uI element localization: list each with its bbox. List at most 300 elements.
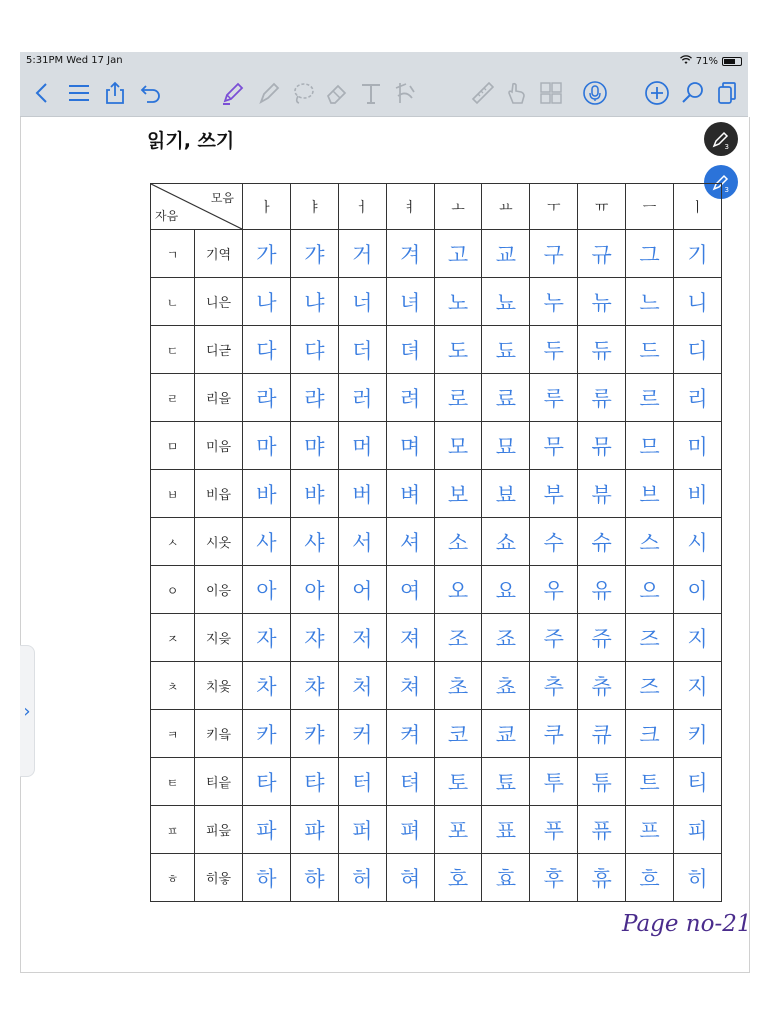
table-corner (151, 184, 243, 230)
syllable-cell[interactable] (243, 566, 291, 614)
handwritten-syllable: 뮤 (591, 434, 612, 459)
syllable-cell[interactable] (290, 374, 338, 422)
share-icon[interactable] (100, 78, 130, 108)
pen-preset-count: 3 (724, 143, 729, 151)
consonant-name-cell (195, 230, 243, 278)
syllable-cell[interactable] (482, 758, 530, 806)
syllable-cell[interactable] (338, 614, 386, 662)
syllable-cell[interactable] (338, 230, 386, 278)
syllable-cell[interactable] (626, 326, 674, 374)
handwritten-syllable: 즈 (639, 674, 660, 699)
handwritten-syllable: 조 (447, 626, 469, 651)
syllable-cell[interactable] (674, 422, 722, 470)
syllable-cell[interactable] (386, 374, 434, 422)
table-row (151, 758, 722, 806)
syllable-cell[interactable] (578, 566, 626, 614)
syllable-cell[interactable] (530, 230, 578, 278)
vowel-header-cell (674, 184, 722, 230)
handwritten-syllable: 죠 (495, 626, 517, 651)
handwritten-syllable: 퍼 (352, 818, 373, 843)
handwritten-syllable: 쥬 (591, 626, 612, 651)
ruler-icon[interactable] (468, 78, 498, 108)
syllable-cell[interactable] (674, 518, 722, 566)
consonant-name: 이응 (205, 584, 232, 599)
handwritten-syllable: 뎌 (399, 338, 421, 363)
syllable-cell[interactable] (674, 374, 722, 422)
syllable-cell[interactable] (578, 278, 626, 326)
consonant-name: 미음 (205, 440, 232, 455)
table-row (151, 470, 722, 518)
syllable-cell[interactable] (578, 374, 626, 422)
consonant-cell (151, 278, 195, 326)
consonant-label: ㅁ (166, 440, 179, 454)
syllable-cell[interactable] (338, 374, 386, 422)
syllable-cell[interactable] (530, 374, 578, 422)
syllable-cell[interactable] (290, 662, 338, 710)
consonant-cell (151, 326, 195, 374)
handwritten-syllable: 커 (352, 722, 373, 747)
syllable-cell[interactable] (530, 518, 578, 566)
pen-preset-button-black[interactable] (704, 122, 738, 156)
consonant-cell (151, 422, 195, 470)
syllable-cell[interactable] (578, 854, 626, 902)
syllable-cell[interactable] (626, 278, 674, 326)
consonant-name: 시옷 (205, 536, 232, 551)
pen-preset-count: 3 (724, 186, 729, 194)
syllable-cell[interactable] (530, 326, 578, 374)
handwritten-syllable: 챠 (304, 674, 325, 699)
consonant-cell (151, 854, 195, 902)
consonant-name: 티읕 (205, 776, 232, 791)
handwritten-syllable: 져 (399, 626, 421, 651)
syllable-cell[interactable] (482, 230, 530, 278)
handwritten-syllable: 툐 (495, 770, 517, 795)
syllable-cell[interactable] (626, 710, 674, 758)
syllable-cell[interactable] (243, 470, 291, 518)
handwritten-syllable: 뵤 (495, 482, 517, 507)
syllable-cell[interactable] (386, 758, 434, 806)
syllable-cell[interactable] (434, 566, 482, 614)
syllable-cell[interactable] (386, 614, 434, 662)
syllable-cell[interactable] (530, 662, 578, 710)
syllable-cell[interactable] (530, 758, 578, 806)
syllable-cell[interactable] (482, 518, 530, 566)
text-icon[interactable] (356, 78, 386, 108)
syllable-cell[interactable] (674, 278, 722, 326)
eraser-icon[interactable] (322, 78, 352, 108)
handwritten-syllable: 아 (256, 578, 277, 603)
handwritten-syllable: 토 (447, 770, 469, 795)
handwritten-syllable: 시 (687, 530, 708, 555)
syllable-cell[interactable] (434, 422, 482, 470)
toolbar (20, 70, 748, 117)
syllable-cell[interactable] (386, 806, 434, 854)
handwritten-syllable: 러 (352, 386, 373, 411)
handwritten-syllable: 허 (352, 866, 373, 891)
syllable-cell[interactable] (386, 854, 434, 902)
syllable-cell[interactable] (578, 326, 626, 374)
handwritten-syllable: 기 (687, 242, 708, 267)
syllable-cell[interactable] (482, 374, 530, 422)
syllable-cell[interactable] (626, 854, 674, 902)
syllable-cell[interactable] (434, 854, 482, 902)
handwritten-syllable: 소 (447, 530, 469, 555)
handwritten-syllable: 머 (352, 434, 373, 459)
pen-icon[interactable] (218, 78, 248, 108)
consonant-name-cell (195, 422, 243, 470)
handwritten-syllable: 크 (639, 722, 660, 747)
syllable-cell[interactable] (290, 518, 338, 566)
consonant-cell (151, 518, 195, 566)
syllable-cell[interactable] (338, 470, 386, 518)
consonant-name: 디귿 (205, 344, 232, 359)
microphone-icon[interactable] (580, 78, 610, 108)
chevron-left-icon[interactable] (28, 78, 58, 108)
syllable-cell[interactable] (338, 710, 386, 758)
syllable-cell[interactable] (243, 710, 291, 758)
handwritten-syllable: 히 (687, 866, 708, 891)
handwritten-syllable: 그 (639, 242, 660, 267)
handwritten-syllable: 쟈 (304, 626, 325, 651)
consonant-label: ㅌ (166, 776, 179, 790)
syllable-cell[interactable] (338, 758, 386, 806)
handwritten-syllable: 디 (687, 338, 708, 363)
syllable-cell[interactable] (338, 278, 386, 326)
syllable-cell[interactable] (290, 326, 338, 374)
syllable-cell[interactable] (626, 518, 674, 566)
syllable-cell[interactable] (674, 662, 722, 710)
syllable-cell[interactable] (626, 230, 674, 278)
handwritten-syllable: 누 (543, 290, 564, 315)
syllable-cell[interactable] (530, 278, 578, 326)
handwritten-syllable: 어 (352, 578, 373, 603)
vowel-axis-label: 모음 (210, 191, 234, 205)
handwritten-syllable: 쵸 (495, 674, 517, 699)
status-bar (20, 52, 748, 70)
syllable-cell[interactable] (338, 854, 386, 902)
syllable-cell[interactable] (626, 806, 674, 854)
vowel-label: ㅣ (690, 199, 705, 216)
handwritten-syllable: 벼 (399, 482, 421, 507)
syllable-cell[interactable] (578, 470, 626, 518)
add-icon[interactable] (642, 78, 672, 108)
syllable-cell[interactable] (674, 854, 722, 902)
syllable-cell[interactable] (290, 710, 338, 758)
handwritten-syllable: 지 (687, 674, 708, 699)
consonant-name: 치읓 (205, 680, 232, 695)
syllable-cell[interactable] (386, 326, 434, 374)
syllable-cell[interactable] (626, 662, 674, 710)
syllable-cell[interactable] (530, 710, 578, 758)
vowel-label: ㅜ (547, 199, 561, 216)
syllable-cell[interactable] (243, 806, 291, 854)
table-row (151, 230, 722, 278)
vowel-label: ㅛ (499, 199, 513, 216)
handwritten-syllable: 켜 (399, 722, 421, 747)
syllable-cell[interactable] (243, 230, 291, 278)
syllable-cell[interactable] (243, 614, 291, 662)
syllable-cell[interactable] (386, 518, 434, 566)
consonant-name-cell (195, 662, 243, 710)
syllable-cell[interactable] (290, 758, 338, 806)
syllable-cell[interactable] (290, 278, 338, 326)
syllable-cell[interactable] (674, 470, 722, 518)
consonant-label: ㅅ (166, 536, 179, 550)
handwritten-syllable: 냐 (304, 290, 325, 315)
syllable-cell[interactable] (674, 566, 722, 614)
page-title: 읽기, 쓰기 (147, 130, 235, 152)
consonant-label: ㅋ (166, 728, 179, 742)
syllable-cell[interactable] (674, 614, 722, 662)
vowel-header-cell (482, 184, 530, 230)
syllable-cell[interactable] (290, 422, 338, 470)
handwritten-syllable: 텨 (399, 770, 421, 795)
syllable-cell[interactable] (578, 758, 626, 806)
consonant-name: 히읗 (205, 872, 232, 887)
undo-icon[interactable] (136, 78, 166, 108)
table-row (151, 710, 722, 758)
consonant-name-cell (195, 710, 243, 758)
syllable-cell[interactable] (338, 422, 386, 470)
consonant-name-cell (195, 278, 243, 326)
consonant-label: ㅎ (166, 872, 179, 886)
syllable-cell[interactable] (482, 422, 530, 470)
consonant-name-cell (195, 758, 243, 806)
consonant-name: 리을 (205, 392, 232, 407)
syllable-cell[interactable] (626, 614, 674, 662)
handwritten-syllable: 라 (256, 386, 277, 411)
syllable-cell[interactable] (578, 230, 626, 278)
syllable-cell[interactable] (338, 566, 386, 614)
syllable-cell[interactable] (674, 806, 722, 854)
syllable-cell[interactable] (386, 278, 434, 326)
handwritten-syllable: 쿠 (543, 722, 564, 747)
syllable-cell[interactable] (578, 662, 626, 710)
syllable-cell[interactable] (482, 278, 530, 326)
handwritten-syllable: 카 (256, 722, 277, 747)
shapes-icon[interactable] (390, 78, 420, 108)
syllable-cell[interactable] (626, 422, 674, 470)
handwritten-syllable: 추 (543, 674, 564, 699)
syllable-cell[interactable] (482, 470, 530, 518)
vowel-label: ㅑ (307, 199, 322, 216)
syllable-cell[interactable] (290, 854, 338, 902)
syllable-cell[interactable] (243, 662, 291, 710)
syllable-cell[interactable] (243, 326, 291, 374)
syllable-cell[interactable] (243, 278, 291, 326)
syllable-cell[interactable] (482, 662, 530, 710)
syllable-cell[interactable] (530, 422, 578, 470)
vowel-header-cell (338, 184, 386, 230)
syllable-cell[interactable] (482, 854, 530, 902)
search-icon[interactable] (678, 78, 708, 108)
syllable-cell[interactable] (290, 614, 338, 662)
syllable-cell[interactable] (434, 278, 482, 326)
handwritten-syllable: 교 (495, 242, 517, 267)
syllable-cell[interactable] (434, 662, 482, 710)
syllable-cell[interactable] (482, 326, 530, 374)
syllable-cell[interactable] (482, 566, 530, 614)
consonant-name: 키읔 (205, 728, 232, 743)
table-row (151, 326, 722, 374)
syllable-cell[interactable] (434, 710, 482, 758)
highlighter-icon[interactable] (254, 78, 284, 108)
handwritten-syllable: 쳐 (399, 674, 421, 699)
handwritten-syllable: 스 (639, 530, 660, 555)
syllable-cell[interactable] (626, 566, 674, 614)
syllable-cell[interactable] (530, 566, 578, 614)
handwritten-syllable: 티 (687, 770, 708, 795)
consonant-name: 기역 (205, 248, 232, 263)
syllable-cell[interactable] (626, 758, 674, 806)
syllable-cell[interactable] (434, 326, 482, 374)
syllable-cell[interactable] (434, 518, 482, 566)
sidebar-toggle-handle[interactable] (20, 645, 35, 777)
handwritten-syllable: 저 (352, 626, 373, 651)
handwritten-syllable: 터 (352, 770, 373, 795)
vowel-label: ㅕ (403, 199, 417, 216)
syllable-cell[interactable] (386, 710, 434, 758)
syllable-cell[interactable] (386, 662, 434, 710)
syllable-cell[interactable] (482, 614, 530, 662)
consonant-name-cell (195, 374, 243, 422)
syllable-cell[interactable] (290, 806, 338, 854)
handwritten-syllable: 사 (256, 530, 277, 555)
syllable-cell[interactable] (482, 710, 530, 758)
consonant-label: ㄷ (166, 344, 179, 358)
consonant-label: ㅂ (166, 488, 179, 502)
syllable-cell[interactable] (243, 758, 291, 806)
handwritten-syllable: 샤 (304, 530, 325, 555)
syllable-cell[interactable] (578, 710, 626, 758)
handwritten-syllable: 혀 (399, 866, 421, 891)
syllable-cell[interactable] (243, 374, 291, 422)
handwritten-syllable: 느 (639, 290, 660, 315)
table-row (151, 614, 722, 662)
handwritten-syllable: 여 (399, 578, 421, 603)
syllable-cell[interactable] (434, 230, 482, 278)
handwritten-syllable: 녀 (399, 290, 421, 315)
syllable-cell[interactable] (243, 422, 291, 470)
handwritten-syllable: 휴 (591, 866, 612, 891)
syllable-cell[interactable] (530, 854, 578, 902)
consonant-name: 피읖 (205, 824, 232, 839)
syllable-cell[interactable] (434, 758, 482, 806)
syllable-cell[interactable] (386, 566, 434, 614)
handwritten-syllable: 도 (447, 338, 469, 363)
image-grid-icon[interactable] (536, 78, 566, 108)
syllable-cell[interactable] (530, 470, 578, 518)
syllable-cell[interactable] (434, 806, 482, 854)
handwritten-syllable: 투 (543, 770, 564, 795)
syllable-cell[interactable] (674, 326, 722, 374)
handwritten-syllable: 루 (543, 386, 564, 411)
table-row (151, 422, 722, 470)
list-icon[interactable] (64, 78, 94, 108)
handwritten-syllable: 거 (352, 242, 373, 267)
handwritten-page-number: Page no-21 (622, 911, 752, 937)
syllable-cell[interactable] (578, 422, 626, 470)
syllable-cell[interactable] (626, 470, 674, 518)
syllable-cell[interactable] (290, 566, 338, 614)
handwritten-syllable: 갸 (304, 242, 325, 267)
syllable-cell[interactable] (338, 806, 386, 854)
consonant-cell (151, 566, 195, 614)
handwritten-syllable: 야 (304, 578, 325, 603)
handwritten-syllable: 류 (591, 386, 612, 411)
handwritten-syllable: 너 (352, 290, 373, 315)
syllable-cell[interactable] (530, 806, 578, 854)
handwritten-syllable: 구 (543, 242, 564, 267)
syllable-cell[interactable] (338, 662, 386, 710)
pages-icon[interactable] (712, 78, 742, 108)
handwritten-syllable: 뱌 (304, 482, 325, 507)
syllable-cell[interactable] (434, 374, 482, 422)
syllable-cell[interactable] (290, 470, 338, 518)
syllable-cell[interactable] (290, 230, 338, 278)
syllable-cell[interactable] (243, 518, 291, 566)
handwritten-syllable: 유 (591, 578, 612, 603)
handwritten-syllable: 모 (447, 434, 469, 459)
syllable-cell[interactable] (674, 230, 722, 278)
consonant-name-cell (195, 326, 243, 374)
chevron-right-icon: › (23, 700, 31, 722)
handwritten-syllable: 표 (495, 818, 517, 843)
consonant-label: ㅇ (166, 584, 179, 598)
handwritten-syllable: 요 (495, 578, 517, 603)
vowel-label: ㅡ (642, 199, 657, 216)
syllable-cell[interactable] (243, 854, 291, 902)
vowel-header-cell (290, 184, 338, 230)
syllable-cell[interactable] (482, 806, 530, 854)
handwritten-syllable: 마 (256, 434, 277, 459)
handwritten-syllable: 슈 (591, 530, 612, 555)
handwritten-syllable: 쿄 (495, 722, 517, 747)
handwritten-syllable: 더 (352, 338, 373, 363)
lasso-icon[interactable] (288, 78, 318, 108)
syllable-cell[interactable] (386, 422, 434, 470)
syllable-cell[interactable] (626, 374, 674, 422)
consonant-name-cell (195, 854, 243, 902)
table-row (151, 806, 722, 854)
syllable-cell[interactable] (530, 614, 578, 662)
consonant-name: 니은 (205, 296, 232, 311)
syllable-cell[interactable] (434, 614, 482, 662)
handwritten-syllable: 파 (256, 818, 277, 843)
handwritten-syllable: 후 (543, 866, 564, 891)
syllable-cell[interactable] (578, 614, 626, 662)
syllable-cell[interactable] (338, 326, 386, 374)
syllable-cell[interactable] (434, 470, 482, 518)
handwritten-syllable: 규 (591, 242, 612, 267)
handwritten-syllable: 으 (639, 578, 660, 603)
vowel-header-cell (386, 184, 434, 230)
syllable-cell[interactable] (386, 470, 434, 518)
handwritten-syllable: 햐 (304, 866, 325, 891)
syllable-cell[interactable] (338, 518, 386, 566)
syllable-cell[interactable] (578, 518, 626, 566)
handwritten-syllable: 바 (256, 482, 277, 507)
syllable-cell[interactable] (578, 806, 626, 854)
consonant-label: ㄹ (166, 392, 179, 406)
syllable-cell[interactable] (674, 710, 722, 758)
syllable-cell[interactable] (674, 758, 722, 806)
hand-icon[interactable] (502, 78, 532, 108)
vowel-header-cell (243, 184, 291, 230)
syllable-cell[interactable] (386, 230, 434, 278)
handwritten-syllable: 흐 (639, 866, 660, 891)
table-row (151, 854, 722, 902)
